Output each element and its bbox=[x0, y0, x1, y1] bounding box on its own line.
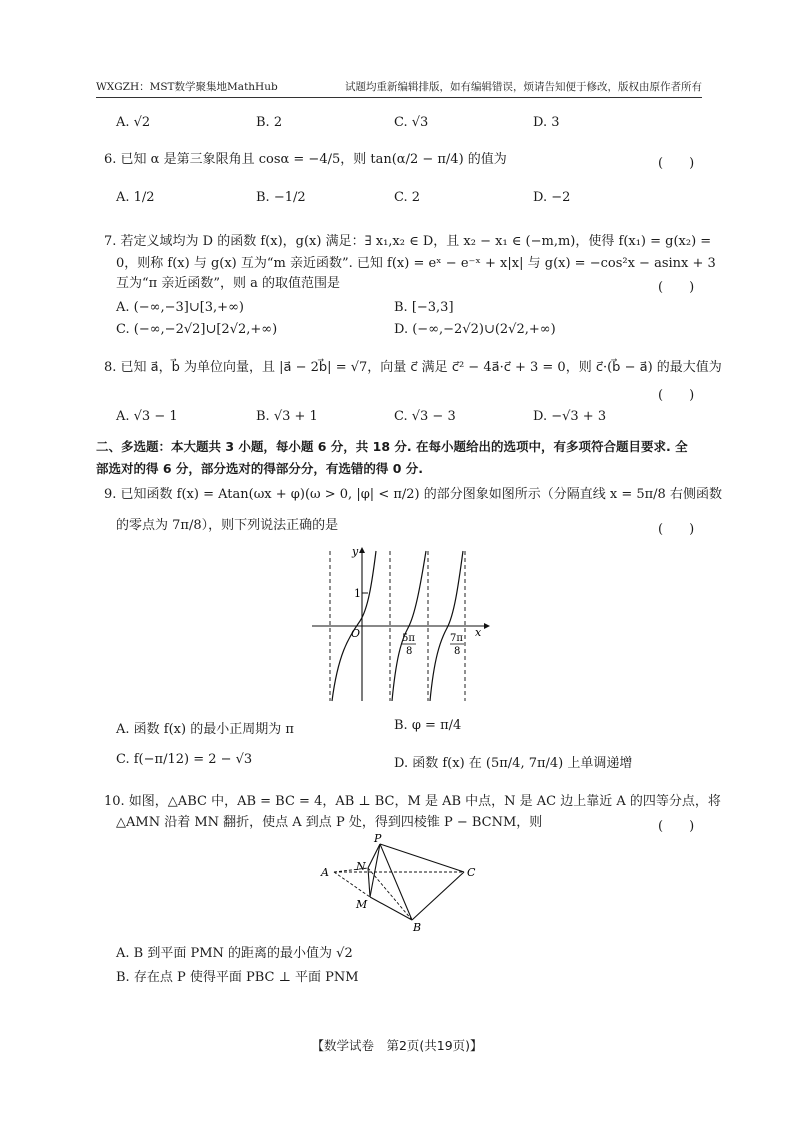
graph-tick-5pi-den: 8 bbox=[406, 646, 413, 657]
q8-option-b: B. √3 + 1 bbox=[256, 409, 318, 424]
edge-AM bbox=[334, 872, 370, 897]
q7-line2: 0，则称 f(x) 与 g(x) 互为“m 亲近函数”. 已知 f(x) = eˣ − e⁻ˣ + x|x| 与 g(x) = −cos²x − asinx + 3 bbox=[116, 256, 716, 271]
q8-option-d: D. −√3 + 3 bbox=[533, 409, 607, 424]
x-axis-arrow bbox=[484, 623, 490, 629]
q6-stem: 6. 已知 α 是第三象限角且 cosα = −4/5，则 tan(α/2 − π/4) 的值为 bbox=[104, 152, 507, 167]
graph-tick-1-label: 1 bbox=[354, 587, 361, 600]
q6-option-a: A. 1/2 bbox=[116, 190, 155, 205]
q6-answer-paren: ( ) bbox=[658, 156, 695, 171]
q9-option-b: B. φ = π/4 bbox=[394, 718, 462, 733]
y-axis-arrow bbox=[359, 547, 365, 553]
q10-line1: 10. 如图，△ABC 中，AB = BC = 4，AB ⊥ BC，M 是 AB 中点，N 是 AC 边上靠近 A 的四等分点，将 bbox=[104, 794, 721, 809]
edge-MB bbox=[370, 897, 412, 920]
q9-line2: 的零点为 7π/8），则下列说法正确的是 bbox=[116, 518, 339, 533]
header-right: 试题均重新编辑排版，如有编辑错误，烦请告知便于修改，版权由原作者所有 bbox=[345, 81, 702, 93]
graph-tick-7pi-den: 8 bbox=[454, 646, 461, 657]
q8-option-c: C. √3 − 3 bbox=[394, 409, 456, 424]
q7-line1: 7. 若定义域均为 D 的函数 f(x)，g(x) 满足：∃ x₁,x₂ ∈ D，且 x₂ − x₁ ∈ (−m,m)，使得 f(x₁) = g(x₂) = bbox=[104, 234, 712, 249]
label-N: N bbox=[356, 860, 366, 873]
page-footer: 【数学试卷 第2页(共19页)】 bbox=[311, 1038, 483, 1053]
label-P: P bbox=[374, 832, 382, 845]
q10-pyramid-figure bbox=[318, 832, 484, 934]
q10-option-a: A. B 到平面 PMN 的距离的最小值为 √2 bbox=[116, 946, 353, 961]
graph-tick-7pi-num: 7π bbox=[450, 633, 463, 644]
graph-y-label: y bbox=[352, 545, 359, 558]
q5-option-c: C. √3 bbox=[394, 115, 429, 130]
q7-answer-paren: ( ) bbox=[658, 280, 695, 295]
graph-tick-5pi-num: 5π bbox=[402, 633, 415, 644]
edge-PM bbox=[370, 844, 380, 897]
label-B: B bbox=[413, 921, 422, 934]
q10-line2: △AMN 沿着 MN 翻折，使点 A 到点 P 处，得到四棱锥 P − BCNM，则 bbox=[116, 815, 543, 830]
q5-option-a: A. √2 bbox=[116, 115, 151, 130]
q9-option-c: C. f(−π/12) = 2 − √3 bbox=[116, 752, 253, 767]
q8-answer-paren: ( ) bbox=[658, 388, 695, 403]
q9-option-a: A. 函数 f(x) 的最小正周期为 π bbox=[116, 722, 294, 737]
q7-option-d: D. (−∞,−2√2)∪(2√2,+∞) bbox=[394, 322, 556, 337]
q7-option-b: B. [−3,3] bbox=[394, 300, 454, 315]
header-left: WXGZH：MST数学聚集地MathHub bbox=[96, 81, 278, 93]
q8-stem: 8. 已知 a⃗，b⃗ 为单位向量，且 |a⃗ − 2b⃗| = √7，向量 c⃗ 满足 c⃗² − 4a⃗·c⃗ + 3 = 0，则 c⃗·(b⃗ − a⃗) 的最大值为 bbox=[104, 360, 722, 375]
edge-BC bbox=[412, 872, 464, 920]
q9-option-d: D. 函数 f(x) 在 (5π/4, 7π/4) 上单调递增 bbox=[394, 756, 633, 771]
q7-line3: 互为“π 亲近函数”，则 a 的取值范围是 bbox=[116, 276, 340, 291]
q7-option-a: A. (−∞,−3]∪[3,+∞) bbox=[116, 300, 244, 315]
label-M: M bbox=[356, 898, 368, 911]
section2-line1: 二、多选题：本大题共 3 小题，每小题 6 分，共 18 分. 在每小题给出的选项中，有多项符合题目要求. 全 bbox=[96, 439, 688, 454]
q5-option-b: B. 2 bbox=[256, 115, 283, 130]
edge-PB bbox=[380, 844, 412, 920]
q5-option-d: D. 3 bbox=[533, 115, 560, 130]
q9-line1: 9. 已知函数 f(x) = Atan(ωx + φ)(ω > 0, |φ| < π/2) 的部分图象如图所示（分隔直线 x = 5π/8 右侧函数 bbox=[104, 487, 722, 502]
section2-line2: 部选对的得 6 分，部分选对的得部分分，有选错的得 0 分. bbox=[96, 461, 424, 476]
edge-PC bbox=[380, 844, 464, 872]
q8-option-a: A. √3 − 1 bbox=[116, 409, 178, 424]
q7-option-c: C. (−∞,−2√2]∪[2√2,+∞) bbox=[116, 322, 278, 337]
q10-answer-paren: ( ) bbox=[658, 819, 695, 834]
graph-x-label: x bbox=[475, 626, 482, 639]
edge-NB bbox=[368, 868, 412, 920]
q10-option-b: B. 存在点 P 使得平面 PBC ⊥ 平面 PNM bbox=[116, 970, 359, 985]
q6-option-d: D. −2 bbox=[533, 190, 571, 205]
q9-answer-paren: ( ) bbox=[658, 522, 695, 537]
page-header bbox=[96, 79, 702, 98]
label-A: A bbox=[321, 866, 329, 879]
label-C: C bbox=[467, 866, 476, 879]
q6-option-c: C. 2 bbox=[394, 190, 421, 205]
q6-option-b: B. −1/2 bbox=[256, 190, 306, 205]
graph-origin-label: O bbox=[351, 627, 361, 640]
q9-tangent-graph bbox=[308, 543, 490, 703]
